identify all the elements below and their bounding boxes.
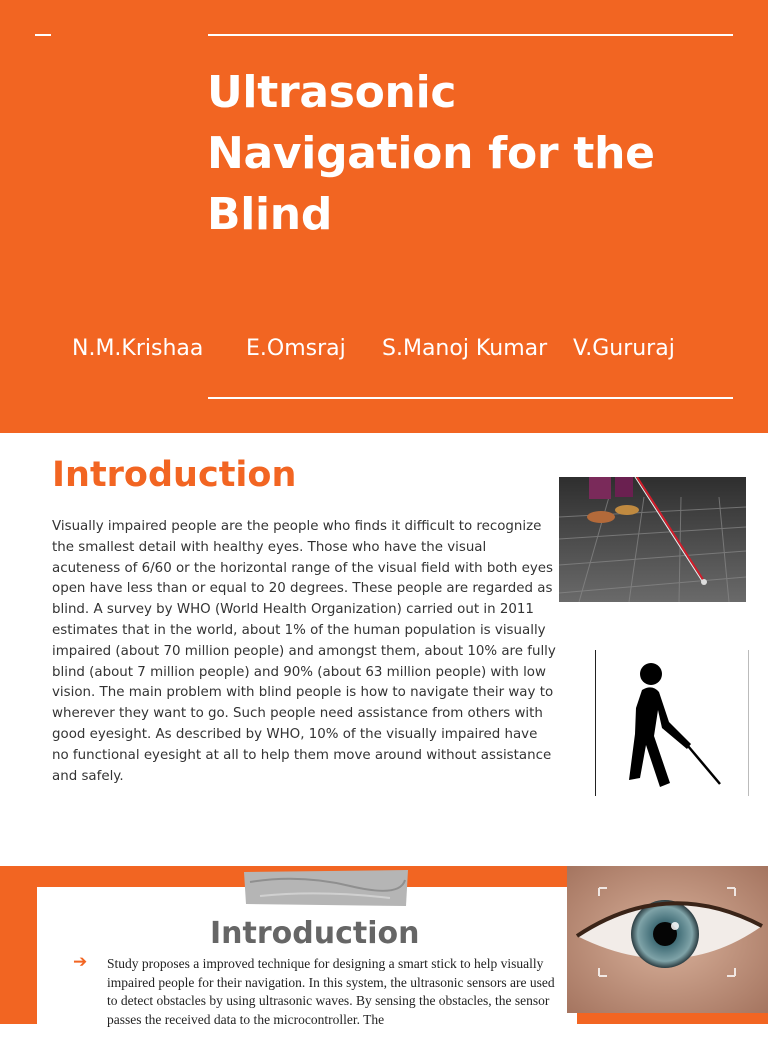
introduction-heading: Introduction xyxy=(52,455,297,495)
introduction-slide xyxy=(0,433,768,866)
title-line-1: Ultrasonic xyxy=(207,67,457,118)
bullet-arrow-icon: ➔ xyxy=(73,952,88,971)
blind-person-cane-street-photo xyxy=(559,477,746,602)
eye-closeup-photo xyxy=(567,866,768,1013)
author-list xyxy=(0,336,768,376)
tape-strip-icon xyxy=(240,868,412,908)
author-2: E.Omsraj xyxy=(246,336,346,361)
corner-dash xyxy=(35,34,51,36)
top-rule xyxy=(208,34,733,36)
second-introduction-heading: Introduction xyxy=(210,916,420,951)
author-1: N.M.Krishaa xyxy=(72,336,204,361)
title-slide xyxy=(0,0,768,433)
author-4: V.Gururaj xyxy=(573,336,675,361)
blind-person-walking-icon xyxy=(595,650,749,796)
introduction-body: Visually impaired people are the people who finds it difficult to recognize the smallest detail with healthy eyes. Those who have the visual acuteness of 6/60 or the horizontal range of the visual field with both eyes open have less than or equal to 20 degrees. These people are regarded as blind. A survey by WHO (World Health Organization) carried out in 2011 estimates that in the world, about 1% of the human population is visually impaired (about 70 million people) and amongst them, about 10% are fully blind (about 7 million people) and 90% (about 63 million people) with low vision. The main problem with blind people is how to navigate their way to wherever they want to go. Such people need assistance from others with good eyesight. As described by WHO, 10% of the visually impaired have no functional eyesight at all to help them move around without assistance and safely. xyxy=(52,519,556,784)
author-3: S.Manoj Kumar xyxy=(382,336,548,361)
second-introduction-body: Study proposes a improved technique for designing a smart stick to help visually impaired people for their navigation. In this system, the ultrasonic sensors are used to detect obstacles by using ultrasonic waves. By sensing the obstacles, the sensor passes the received data to the microcontroller. The xyxy=(107,956,555,1027)
title-line-3: Blind xyxy=(207,189,333,240)
bottom-rule xyxy=(208,397,733,399)
title-line-2: Navigation for the xyxy=(207,128,655,179)
presentation-title xyxy=(207,62,727,245)
